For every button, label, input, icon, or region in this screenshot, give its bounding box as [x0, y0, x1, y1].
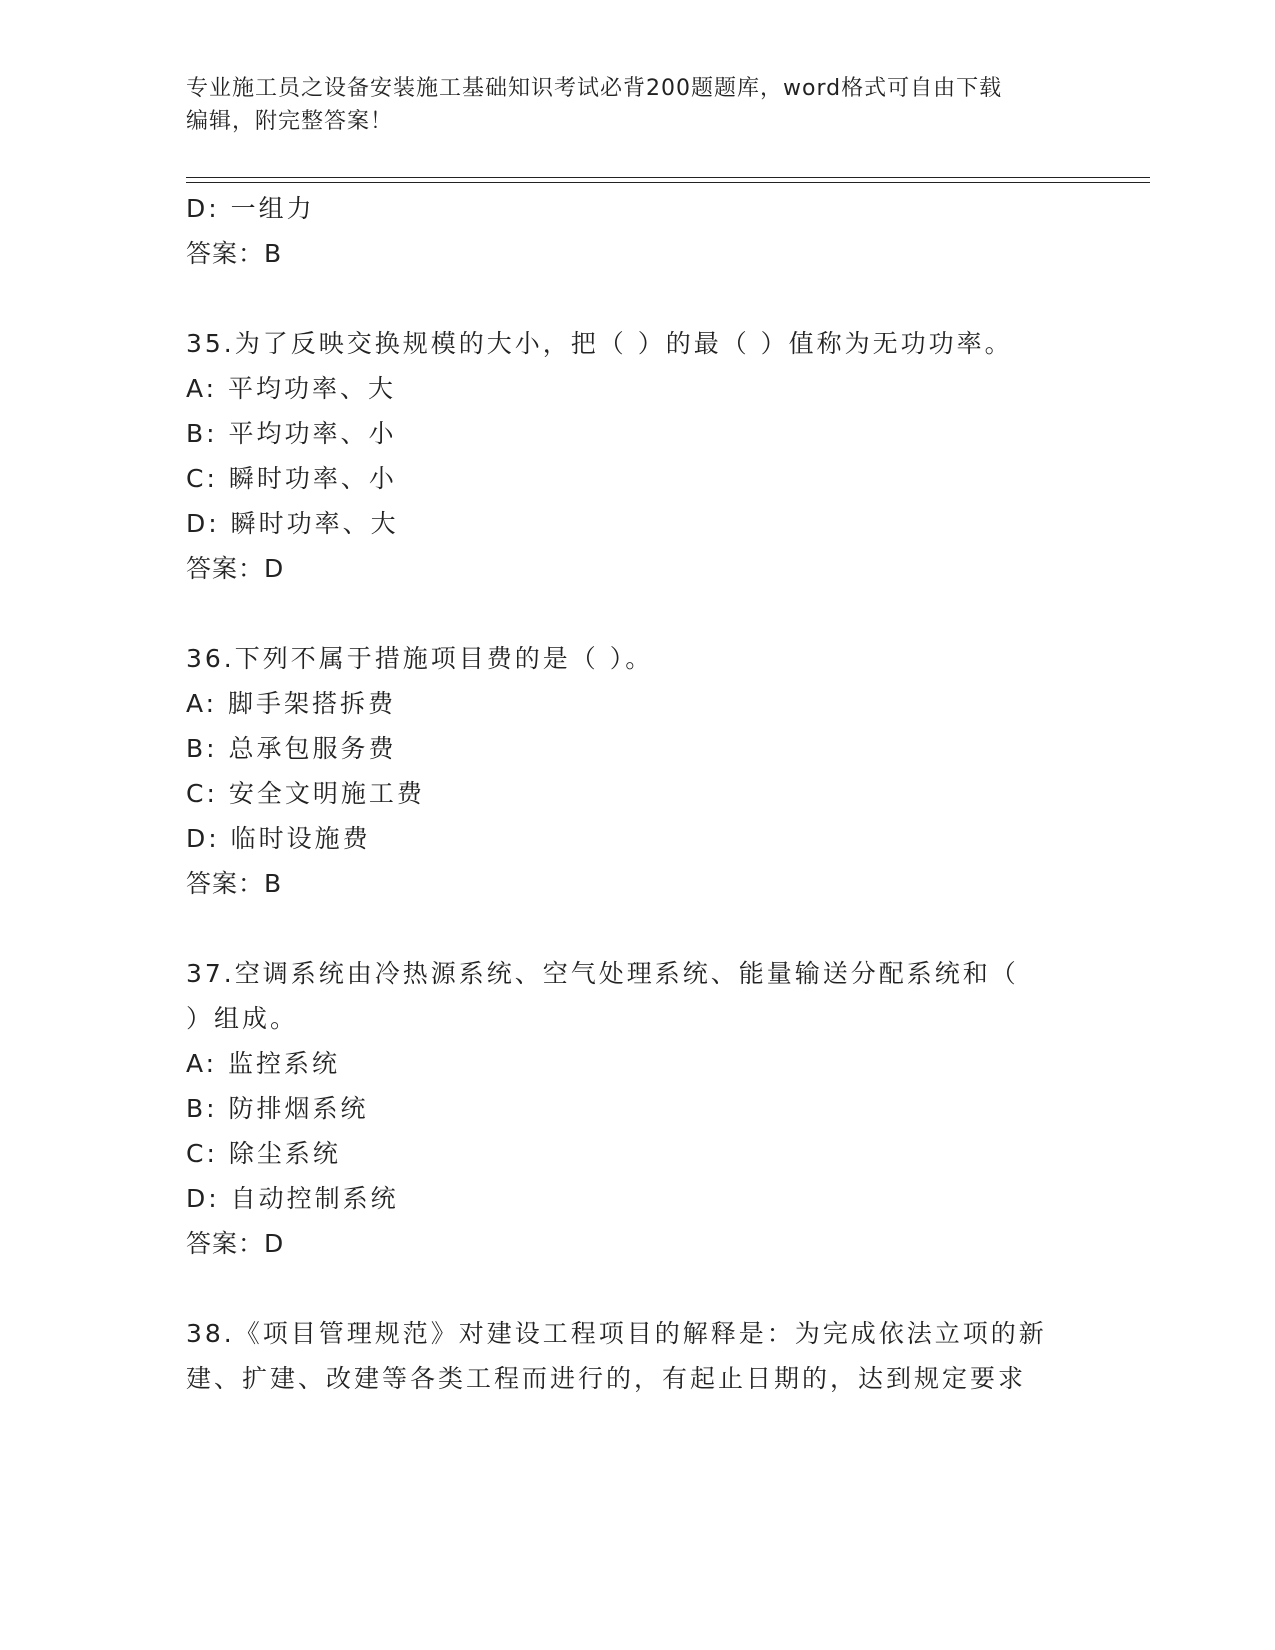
document-body	[186, 186, 1106, 1401]
option-d: D: 一组力	[186, 194, 315, 223]
spacer	[186, 906, 1106, 951]
question-35	[186, 321, 1106, 591]
spacer	[186, 591, 1106, 636]
document-header	[186, 72, 1076, 138]
option-a: A: 监控系统	[186, 1049, 341, 1078]
question-stem: 36.下列不属于措施项目费的是（ ）。	[186, 644, 654, 673]
option-b: B: 总承包服务费	[186, 734, 397, 763]
question-36	[186, 636, 1106, 906]
header-divider-bottom	[186, 182, 1150, 183]
option-b: B: 防排烟系统	[186, 1094, 369, 1123]
option-d: D: 自动控制系统	[186, 1184, 399, 1213]
option-c: C: 安全文明施工费	[186, 779, 425, 808]
option-b: B: 平均功率、小	[186, 419, 397, 448]
header-line-2: 编辑，附完整答案！	[186, 109, 394, 134]
option-a: A: 脚手架搭拆费	[186, 689, 397, 718]
spacer	[186, 276, 1106, 321]
previous-question-tail	[186, 186, 1106, 276]
question-37	[186, 951, 1106, 1266]
answer: 答案：D	[186, 554, 285, 583]
option-c: C: 瞬时功率、小	[186, 464, 397, 493]
option-d: D: 临时设施费	[186, 824, 371, 853]
answer: 答案：B	[186, 239, 283, 268]
question-stem-line-2: ）组成。	[186, 1004, 299, 1033]
header-divider-top	[186, 177, 1150, 178]
spacer	[186, 1266, 1106, 1311]
option-d: D: 瞬时功率、大	[186, 509, 399, 538]
question-stem-line-2: 建、扩建、改建等各类工程而进行的，有起止日期的，达到规定要求	[186, 1364, 1027, 1393]
question-stem-line-1: 37.空调系统由冷热源系统、空气处理系统、能量输送分配系统和（	[186, 959, 1019, 988]
question-38	[186, 1311, 1106, 1401]
option-a: A: 平均功率、大	[186, 374, 397, 403]
question-stem-line-1: 38.《项目管理规范》对建设工程项目的解释是：为完成依法立项的新	[186, 1319, 1047, 1348]
option-c: C: 除尘系统	[186, 1139, 341, 1168]
answer: 答案：B	[186, 869, 283, 898]
answer: 答案：D	[186, 1229, 285, 1258]
header-line-1: 专业施工员之设备安装施工基础知识考试必背200题题库，word格式可自由下载	[186, 76, 1003, 101]
question-stem: 35.为了反映交换规模的大小，把（ ）的最（ ）值称为无功功率。	[186, 329, 1013, 358]
